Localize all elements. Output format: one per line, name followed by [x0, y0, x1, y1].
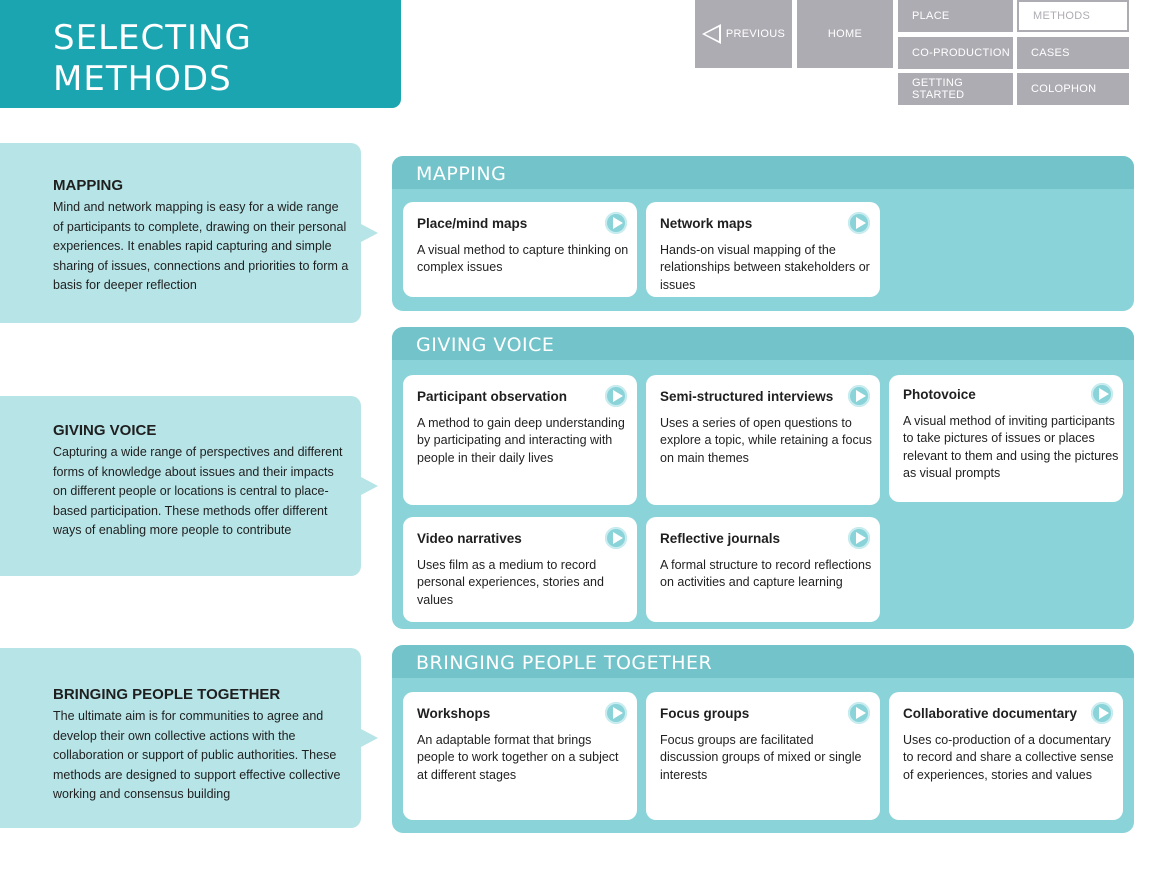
- method-card-collaborative-documentary[interactable]: [889, 692, 1123, 820]
- co-production-button[interactable]: [898, 37, 1013, 69]
- method-card-focus-groups[interactable]: [646, 692, 880, 820]
- method-card-semi-structured-interviews[interactable]: [646, 375, 880, 505]
- card-description: Focus groups are facilitated discussion groups of mixed or single interests: [660, 733, 862, 782]
- mapping-description-text: Mind and network mapping is easy for a wide range of participants to complete, drawing on their personal experiences. It enables rapid capturing and simple sharing of issues, connections and priorities to form a basis for deeper reflection: [53, 200, 349, 292]
- getting-started-button[interactable]: [898, 73, 1013, 105]
- card-title: Place/mind maps: [417, 216, 528, 231]
- cases-button[interactable]: [1017, 37, 1129, 69]
- card-description: Uses a series of open questions to explore a topic, while retaining a focus on main themes: [660, 416, 872, 465]
- card-description: An adaptable format that brings people to work together on a subject at different stages: [417, 733, 619, 782]
- giving-voice-section: [392, 327, 1134, 629]
- giving-voice-description-text: Capturing a wide range of perspectives and different forms of knowledge about issues and their impacts on different people or locations is central to place-based participation. These methods offer different ways of enabling more people to contribute: [53, 445, 343, 537]
- card-description: Uses film as a medium to record personal experiences, stories and values: [417, 558, 604, 607]
- play-icon[interactable]: [848, 527, 870, 549]
- colophon-button[interactable]: [1017, 73, 1129, 105]
- play-icon[interactable]: [605, 527, 627, 549]
- cases-label: CASES: [1031, 47, 1070, 59]
- mapping-description-panel: [0, 143, 361, 323]
- method-card-video-narratives[interactable]: [403, 517, 637, 622]
- play-icon[interactable]: [848, 212, 870, 234]
- card-description: A formal structure to record reflections on activities and capture learning: [660, 558, 872, 590]
- giving-voice-section-header: GIVING VOICE: [392, 327, 1134, 360]
- card-description: Hands-on visual mapping of the relationships between stakeholders or issues: [660, 243, 870, 292]
- home-label: HOME: [827, 28, 863, 40]
- page-title-line-2: METHODS: [53, 59, 232, 99]
- methods-button[interactable]: [1017, 0, 1129, 32]
- play-icon[interactable]: [848, 702, 870, 724]
- card-title: Focus groups: [660, 706, 750, 721]
- bringing-together-section: [392, 645, 1134, 833]
- bringing-together-description-heading: BRINGING PEOPLE TOGETHER: [53, 686, 281, 703]
- card-title: Participant observation: [417, 389, 568, 404]
- method-card-photovoice[interactable]: [889, 375, 1123, 502]
- method-card-workshops[interactable]: [403, 692, 637, 820]
- triangle-left-icon: [702, 24, 721, 44]
- card-description: A visual method of inviting participants to take pictures of issues or places relevant to them and using the pictures as visual prompts: [903, 414, 1119, 480]
- place-label: PLACE: [912, 10, 950, 22]
- card-description: A visual method to capture thinking on complex issues: [417, 243, 629, 275]
- play-icon[interactable]: [1091, 702, 1113, 724]
- mapping-section-header: MAPPING: [392, 156, 1134, 189]
- method-card-reflective-journals[interactable]: [646, 517, 880, 622]
- mapping-description-heading: MAPPING: [53, 177, 124, 194]
- play-icon[interactable]: [605, 702, 627, 724]
- page-title-block: [0, 0, 401, 108]
- play-icon[interactable]: [605, 212, 627, 234]
- method-card-place-mind-maps[interactable]: [403, 202, 637, 297]
- play-icon[interactable]: [848, 385, 870, 407]
- card-description: Uses co-production of a documentary to record and share a collective sense of experiences, stories and values: [903, 733, 1114, 782]
- bringing-together-description-text: The ultimate aim is for communities to agree and develop their own collective actions with the collaboration or support of public authorities. These methods are designed to support effective collective working and consensus building: [53, 709, 341, 801]
- previous-label: PREVIOUS: [725, 28, 786, 40]
- colophon-label: COLOPHON: [1031, 83, 1097, 95]
- methods-label: METHODS: [1033, 10, 1091, 22]
- giving-voice-description-heading: GIVING VOICE: [53, 422, 157, 439]
- card-title: Workshops: [417, 706, 491, 721]
- method-card-participant-observation[interactable]: [403, 375, 637, 505]
- getting-started-label: GETTING STARTED: [912, 77, 965, 101]
- card-title: Network maps: [660, 216, 753, 231]
- mapping-section: [392, 156, 1134, 311]
- bringing-together-description-panel: [0, 648, 361, 828]
- card-title: Video narratives: [417, 531, 522, 546]
- home-button[interactable]: [797, 0, 893, 68]
- card-title: Photovoice: [903, 387, 976, 402]
- page-title-line-1: SELECTING: [53, 18, 252, 58]
- card-title: Semi-structured interviews: [660, 389, 834, 404]
- card-title: Reflective journals: [660, 531, 781, 546]
- method-card-network-maps[interactable]: [646, 202, 880, 297]
- bringing-together-section-header: BRINGING PEOPLE TOGETHER: [392, 645, 1134, 678]
- co-production-label: CO-PRODUCTION: [912, 47, 1011, 59]
- place-button[interactable]: [898, 0, 1013, 32]
- card-description: A method to gain deep understanding by participating and interacting with people in their daily lives: [417, 416, 625, 465]
- card-title: Collaborative documentary: [903, 706, 1078, 721]
- play-icon[interactable]: [605, 385, 627, 407]
- play-icon[interactable]: [1091, 383, 1113, 405]
- giving-voice-description-panel: [0, 396, 361, 576]
- previous-button[interactable]: [695, 0, 792, 68]
